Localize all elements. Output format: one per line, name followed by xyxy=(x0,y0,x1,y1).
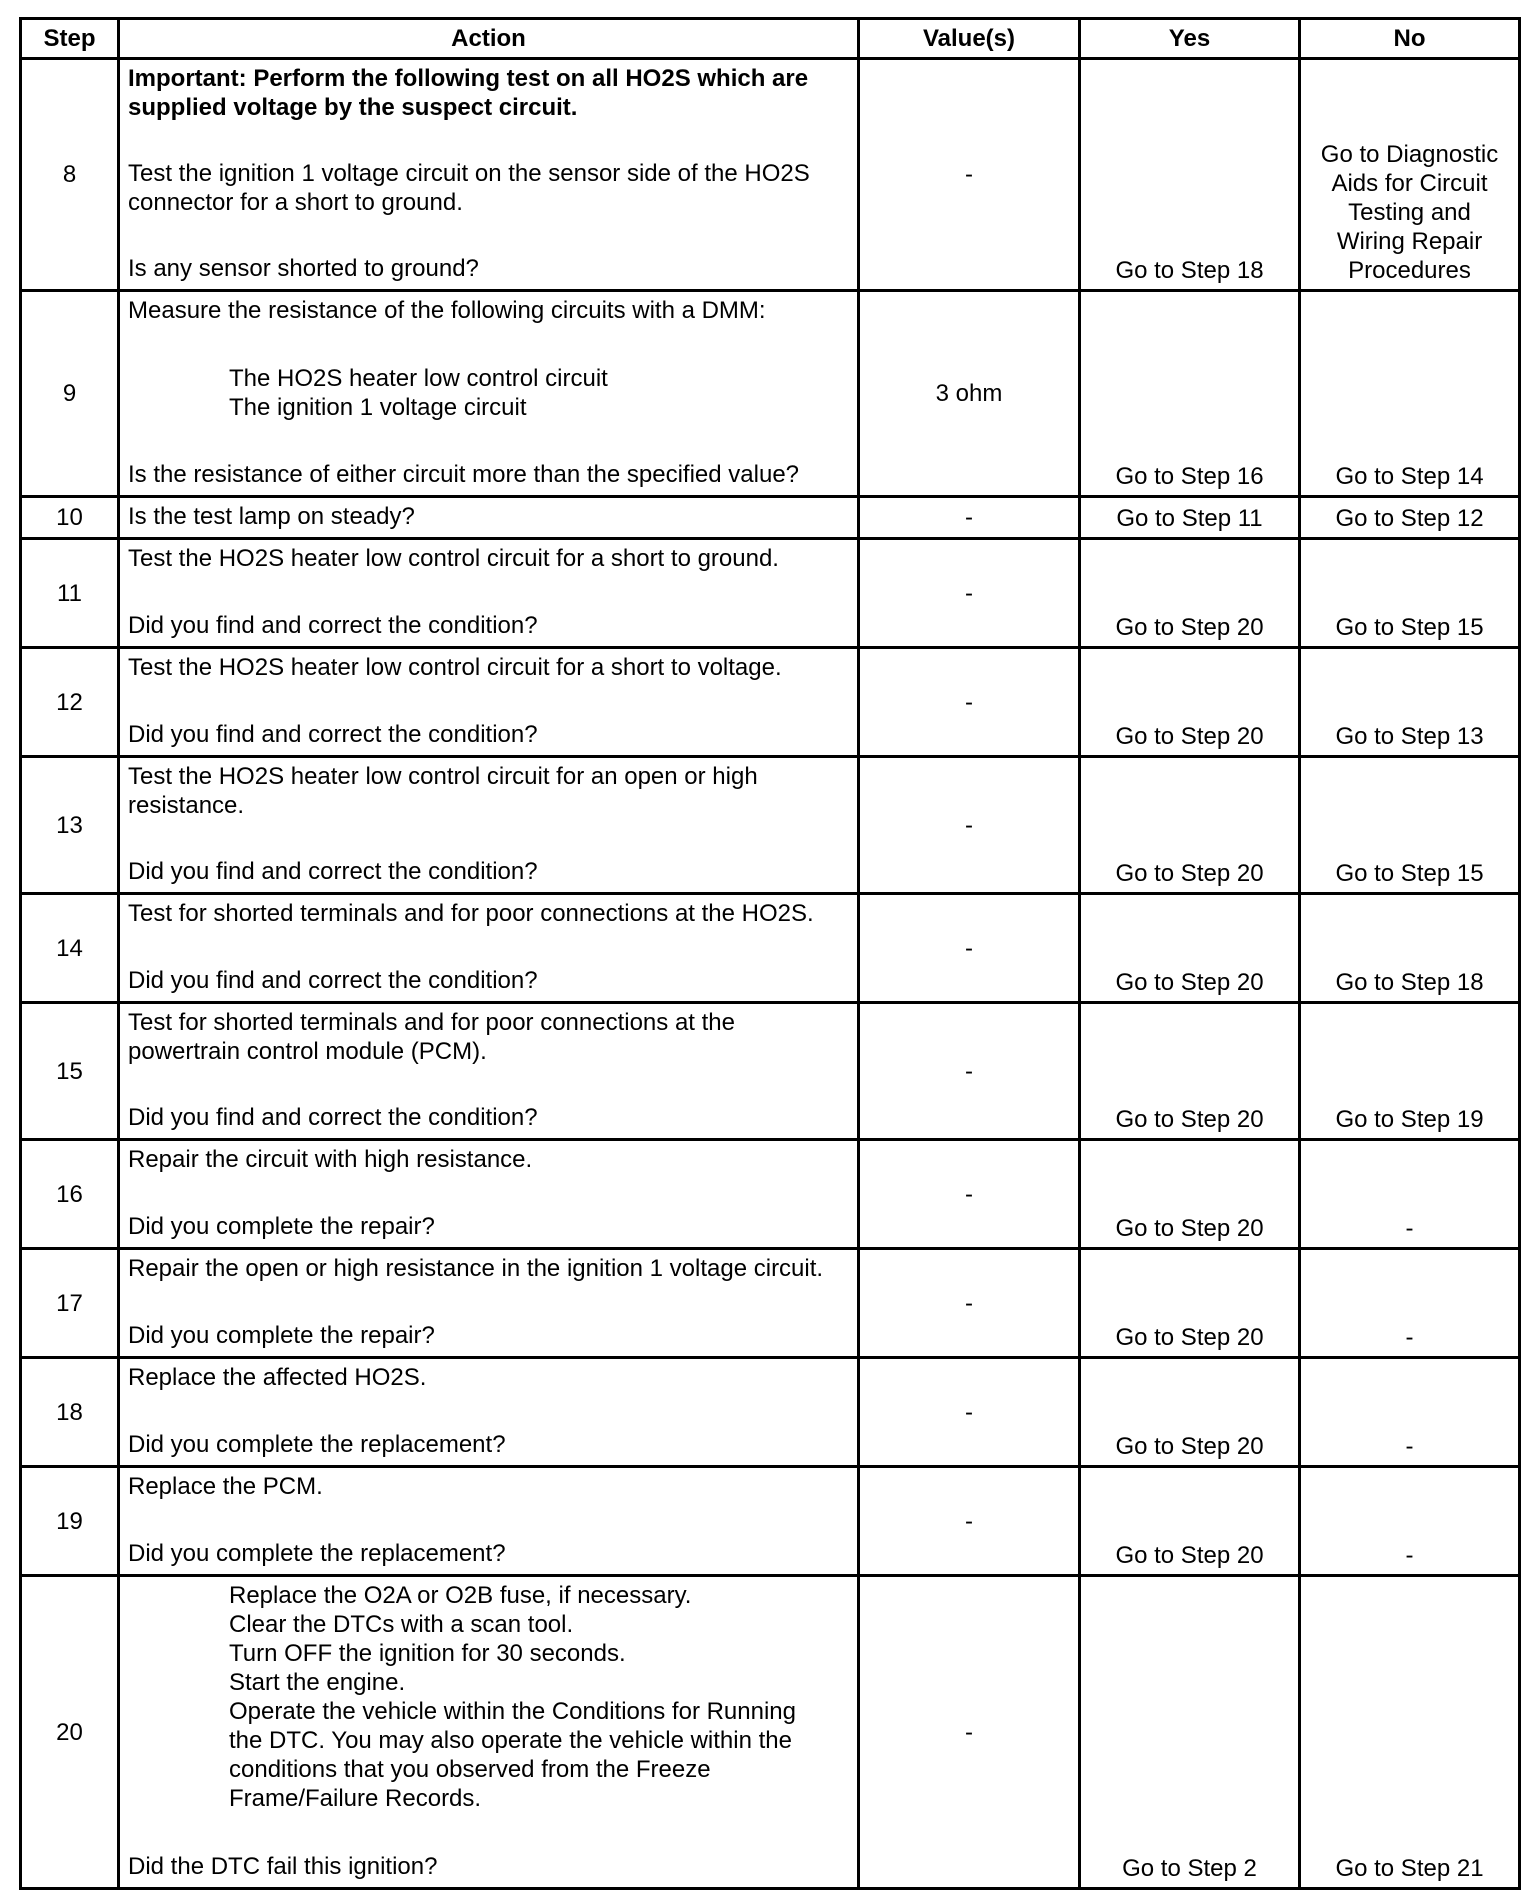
yes-cell: Go to Step 16 xyxy=(1080,291,1300,497)
step-number: 18 xyxy=(21,1358,119,1467)
action-cell xyxy=(119,1249,859,1358)
action-cell xyxy=(119,1576,859,1889)
no-cell: Go to Step 14 xyxy=(1300,291,1520,497)
step-number: 19 xyxy=(21,1467,119,1576)
action-question: Did you find and correct the condition? xyxy=(128,967,538,994)
table-row xyxy=(21,1003,1520,1140)
no-cell: Go to Step 18 xyxy=(1300,894,1520,1003)
action-cell xyxy=(119,539,859,648)
table-row xyxy=(21,539,1520,648)
no-cell: - xyxy=(1300,1467,1520,1576)
action-instruction: Repair the circuit with high resistance. xyxy=(128,1146,533,1173)
action-instruction: Test the HO2S heater low control circuit for a short to ground. xyxy=(128,545,779,572)
header-values: Value(s) xyxy=(859,19,1080,59)
value-cell: - xyxy=(859,1003,1080,1140)
no-cell: Go to Step 13 xyxy=(1300,648,1520,757)
important-note: Important: Perform the following test on all HO2S which are supplied voltage by the suspect circuit. xyxy=(128,65,809,121)
step-number: 8 xyxy=(21,59,119,291)
table-row xyxy=(21,1358,1520,1467)
action-cell xyxy=(119,497,859,539)
no-cell: Go to Step 12 xyxy=(1300,497,1520,539)
action-question: Did you complete the repair? xyxy=(128,1213,435,1240)
yes-cell: Go to Step 20 xyxy=(1080,539,1300,648)
list-item: Clear the DTCs with a scan tool. xyxy=(229,1611,574,1638)
step-number: 17 xyxy=(21,1249,119,1358)
value-cell: - xyxy=(859,648,1080,757)
step-number: 9 xyxy=(21,291,119,497)
list-item: The HO2S heater low control circuit xyxy=(229,364,608,392)
action-question: Did you find and correct the condition? xyxy=(128,858,538,885)
action-instruction: Replace the PCM. xyxy=(128,1473,323,1500)
table-row xyxy=(21,757,1520,894)
action-question: Did you complete the replacement? xyxy=(128,1540,506,1567)
value-cell: 3 ohm xyxy=(859,291,1080,497)
table-row xyxy=(21,497,1520,539)
action-question: Did you find and correct the condition? xyxy=(128,1104,538,1131)
table-row xyxy=(21,648,1520,757)
step-number: 15 xyxy=(21,1003,119,1140)
value-cell: - xyxy=(859,757,1080,894)
yes-cell: Go to Step 20 xyxy=(1080,1003,1300,1140)
list-item: Start the engine. xyxy=(229,1669,406,1696)
list-item: The ignition 1 voltage circuit xyxy=(229,393,527,421)
value-cell: - xyxy=(859,1249,1080,1358)
table-row xyxy=(21,1140,1520,1249)
value-cell: - xyxy=(859,1576,1080,1889)
action-question: Is the resistance of either circuit more than the specified value? xyxy=(128,461,800,488)
action-question: Did you complete the repair? xyxy=(128,1322,435,1349)
list-item: Turn OFF the ignition for 30 seconds. xyxy=(229,1640,626,1667)
no-cell: Go to Step 15 xyxy=(1300,757,1520,894)
table-row xyxy=(21,894,1520,1003)
yes-cell: Go to Step 20 xyxy=(1080,1358,1300,1467)
table-row xyxy=(21,1467,1520,1576)
header-step: Step xyxy=(21,19,119,59)
value-cell: - xyxy=(859,1358,1080,1467)
header-yes: Yes xyxy=(1080,19,1300,59)
no-cell: - xyxy=(1300,1249,1520,1358)
list-item: Operate the vehicle within the Conditions for Running the DTC. You may also operate the vehicle within the conditions that you observed from the Freeze Frame/Failure Records. xyxy=(229,1698,796,1812)
action-question: Did the DTC fail this ignition? xyxy=(128,1853,438,1880)
yes-cell: Go to Step 20 xyxy=(1080,894,1300,1003)
no-cell: - xyxy=(1300,1358,1520,1467)
step-number: 20 xyxy=(21,1576,119,1889)
action-cell xyxy=(119,648,859,757)
action-cell xyxy=(119,1358,859,1467)
action-cell xyxy=(119,59,859,291)
no-cell: Go to Step 19 xyxy=(1300,1003,1520,1140)
no-cell: Go to Step 15 xyxy=(1300,539,1520,648)
step-number: 14 xyxy=(21,894,119,1003)
table-row xyxy=(21,59,1520,291)
action-cell xyxy=(119,1003,859,1140)
no-cell: - xyxy=(1300,1140,1520,1249)
table-row xyxy=(21,1249,1520,1358)
yes-cell: Go to Step 20 xyxy=(1080,757,1300,894)
action-cell xyxy=(119,757,859,894)
step-number: 12 xyxy=(21,648,119,757)
yes-cell: Go to Step 20 xyxy=(1080,1467,1300,1576)
yes-cell: Go to Step 18 xyxy=(1080,59,1300,291)
action-question: Is any sensor shorted to ground? xyxy=(128,255,479,282)
step-number: 10 xyxy=(21,497,119,539)
header-row xyxy=(21,19,1520,59)
yes-cell: Go to Step 20 xyxy=(1080,1249,1300,1358)
action-question: Did you find and correct the condition? xyxy=(128,721,538,748)
action-cell xyxy=(119,894,859,1003)
action-question: Did you find and correct the condition? xyxy=(128,612,538,639)
step-number: 13 xyxy=(21,757,119,894)
no-cell: Go to Diagnostic Aids for Circuit Testing and Wiring Repair Procedures xyxy=(1300,59,1520,291)
action-instruction: Test for shorted terminals and for poor connections at the HO2S. xyxy=(128,900,814,927)
value-cell: - xyxy=(859,59,1080,291)
value-cell: - xyxy=(859,894,1080,1003)
step-number: 11 xyxy=(21,539,119,648)
yes-cell: Go to Step 2 xyxy=(1080,1576,1300,1889)
action-cell xyxy=(119,291,859,497)
no-cell: Go to Step 21 xyxy=(1300,1576,1520,1889)
step-number: 16 xyxy=(21,1140,119,1249)
action-instruction: Repair the open or high resistance in the ignition 1 voltage circuit. xyxy=(128,1255,824,1282)
action-cell xyxy=(119,1140,859,1249)
action-question: Is the test lamp on steady? xyxy=(128,503,415,530)
table-row xyxy=(21,291,1520,497)
action-instruction: Replace the affected HO2S. xyxy=(128,1364,427,1391)
action-instruction: Test the HO2S heater low control circuit for a short to voltage. xyxy=(128,654,782,681)
yes-cell: Go to Step 11 xyxy=(1080,497,1300,539)
value-cell: - xyxy=(859,497,1080,539)
value-cell: - xyxy=(859,1467,1080,1576)
list-item: Replace the O2A or O2B fuse, if necessary. xyxy=(229,1582,692,1609)
header-no: No xyxy=(1300,19,1520,59)
diagnostic-table xyxy=(19,17,1521,1890)
action-question: Did you complete the replacement? xyxy=(128,1431,506,1458)
yes-cell: Go to Step 20 xyxy=(1080,648,1300,757)
action-instruction: Measure the resistance of the following circuits with a DMM: xyxy=(128,297,766,324)
table-row xyxy=(21,1576,1520,1889)
value-cell: - xyxy=(859,1140,1080,1249)
value-cell: - xyxy=(859,539,1080,648)
action-instruction: Test for shorted terminals and for poor connections at the powertrain control module (PCM). xyxy=(128,1009,735,1065)
action-cell xyxy=(119,1467,859,1576)
action-instruction: Test the HO2S heater low control circuit for an open or high resistance. xyxy=(128,763,758,819)
header-action: Action xyxy=(119,19,859,59)
action-instruction: Test the ignition 1 voltage circuit on the sensor side of the HO2S connector for a short to ground. xyxy=(128,160,810,216)
yes-cell: Go to Step 20 xyxy=(1080,1140,1300,1249)
